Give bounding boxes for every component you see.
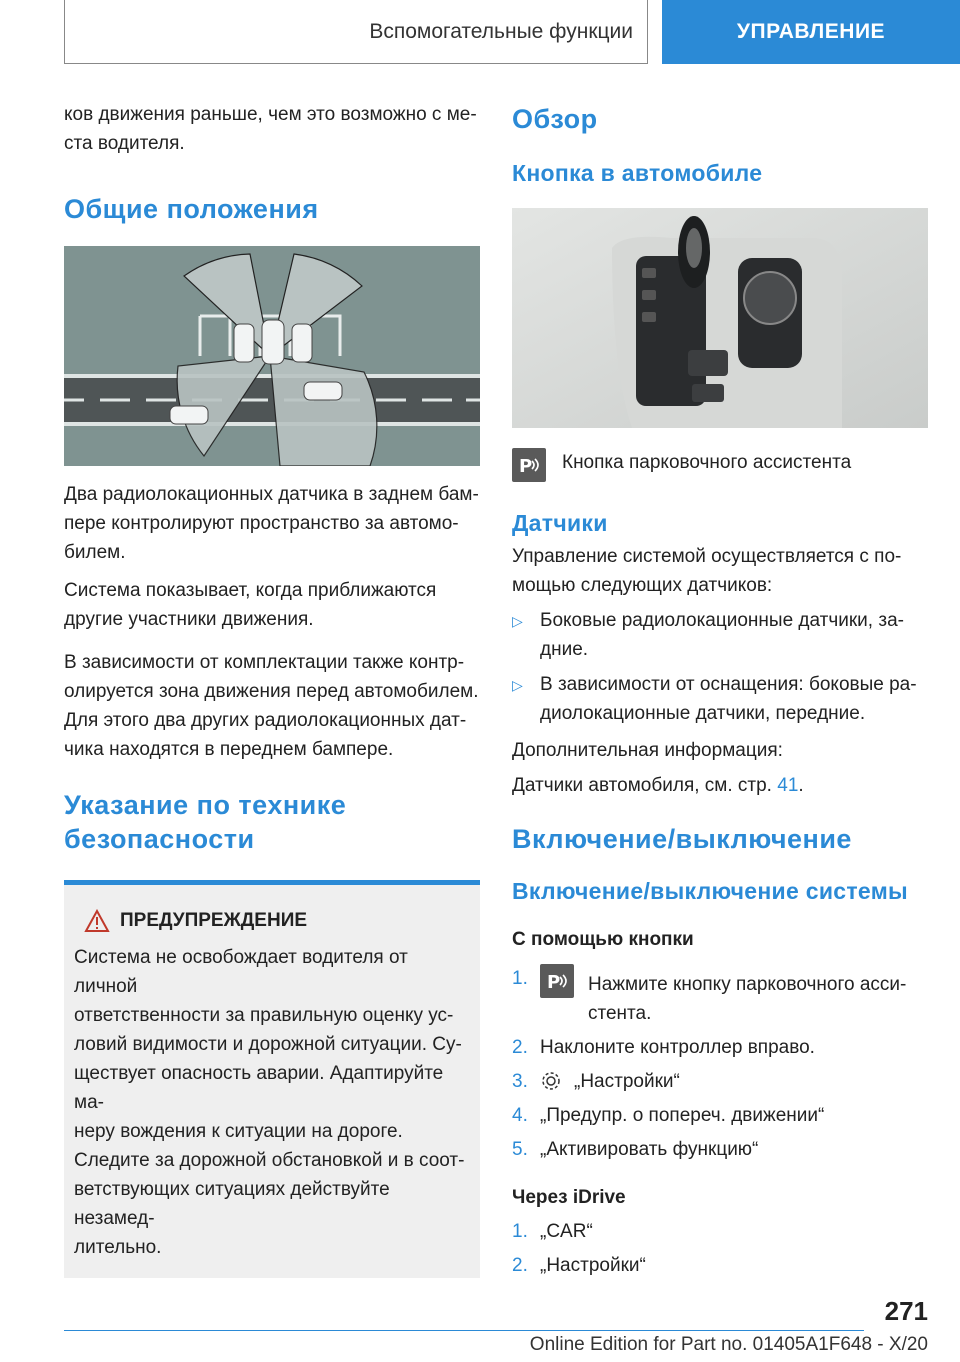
sensor-item: Боковые радиолокационные датчики, за- дние. <box>540 610 904 660</box>
paragraph-system-shows: Система показывает, когда приближаются другие участники движения. <box>64 580 437 630</box>
step-number: 1. <box>512 968 528 989</box>
step-number: 2. <box>512 1037 528 1058</box>
paragraph-sensors-rear: Два радиолокационных датчика в заднем бам- пере контролируют пространство за автомо- билем. <box>64 484 479 563</box>
header-section-title: Вспомогательные функции <box>369 19 633 43</box>
step-number: 5. <box>512 1139 528 1160</box>
page-link[interactable]: 41 <box>777 775 799 796</box>
step-text: Наклоните контроллер вправо. <box>540 1037 815 1058</box>
step-number: 3. <box>512 1071 528 1092</box>
warning-text: Система не освобождает водителя от личной ответственности за правильную оценку ус- ловий видимости и дорожной ситуации. Су- ществует опасность аварии. Адаптируйте ма- неру вождения к ситуации на дороге. Следите за дорожной обстановкой и в соот- ветствующих ситуациях действуйте незамед- лительно. <box>74 947 465 1258</box>
list-item <box>512 1251 928 1280</box>
step-text: „Настройки“ <box>574 1071 680 1092</box>
heading-sensors: Датчики <box>512 510 608 536</box>
header-chapter-title: УПРАВЛЕНИЕ <box>736 20 886 43</box>
console-photo <box>512 208 928 428</box>
more-info-ref: Датчики автомобиля, см. стр. <box>512 775 772 796</box>
step-text: „Настройки“ <box>540 1255 646 1276</box>
svg-text:P: P <box>519 456 533 477</box>
park-assist-button-icon <box>512 448 546 482</box>
left-column <box>64 100 480 1278</box>
warning-box <box>64 880 480 1278</box>
list-item <box>512 606 928 664</box>
step-text: „Предупр. о попереч. движении“ <box>540 1105 825 1126</box>
more-info-label: Дополнительная информация: <box>512 740 783 761</box>
radar-illustration <box>64 246 480 466</box>
list-item <box>512 1135 928 1164</box>
warning-triangle-icon <box>84 909 110 933</box>
step-text: „Активировать функцию“ <box>540 1139 759 1160</box>
header-section <box>64 0 648 64</box>
list-item <box>512 1101 928 1130</box>
heading-general: Общие положения <box>64 194 319 224</box>
step-text: „CAR“ <box>540 1221 593 1242</box>
paragraph-front-zone: В зависимости от комплектации также контр- олируется зона движения перед автомобилем. Для этого два других радиолокационных дат- чика находятся в переднем бампере. <box>64 652 479 760</box>
page-number: 271 <box>884 1296 928 1326</box>
step-number: 1. <box>512 1221 528 1242</box>
heading-on-off: Включение/выключение <box>512 824 852 854</box>
more-info-text <box>512 771 928 800</box>
heading-via-idrive: Через iDrive <box>512 1187 626 1208</box>
svg-text:P: P <box>547 972 561 993</box>
step-number: 4. <box>512 1105 528 1126</box>
heading-safety: Указание по технике безопасности <box>64 790 347 854</box>
list-item <box>512 964 928 1028</box>
heading-button-in-car: Кнопка в автомобиле <box>512 160 763 186</box>
heading-via-button: С помощью кнопки <box>512 929 694 950</box>
button-caption-row <box>512 448 928 482</box>
list-item <box>512 1067 928 1096</box>
list-item <box>512 1033 928 1062</box>
park-assist-button-icon <box>540 964 574 998</box>
warning-title: ПРЕДУПРЕЖДЕНИЕ <box>120 910 308 931</box>
sensor-item: В зависимости от оснащения: боковые ра- диолокационные датчики, передние. <box>540 674 917 724</box>
step-number: 2. <box>512 1255 528 1276</box>
edition-note: Online Edition for Part no. 01405A1F648 - X/20 <box>529 1334 928 1355</box>
list-item <box>512 1217 928 1246</box>
heading-on-off-system: Включение/выключение системы <box>512 878 908 904</box>
sensors-text: Управление системой осуществляется с по- мощью следующих датчиков: <box>512 546 902 596</box>
triangle-bullet-icon: ▷ <box>512 677 523 693</box>
step-content <box>540 964 906 1028</box>
heading-overview: Обзор <box>512 104 598 134</box>
step-text: Нажмите кнопку парковочного асси- стента. <box>588 974 907 1024</box>
button-caption: Кнопка парковочного ассистента <box>562 452 852 473</box>
list-item <box>512 670 928 728</box>
footer-divider <box>64 1330 864 1331</box>
header-chapter[interactable] <box>662 0 960 64</box>
intro-text: ков движения раньше, чем это возможно с ме- ста водителя. <box>64 104 477 154</box>
warning-title-row <box>74 903 470 939</box>
more-info-end: . <box>798 775 804 796</box>
right-column <box>512 100 928 1280</box>
gear-icon <box>540 1070 562 1092</box>
triangle-bullet-icon: ▷ <box>512 613 523 629</box>
